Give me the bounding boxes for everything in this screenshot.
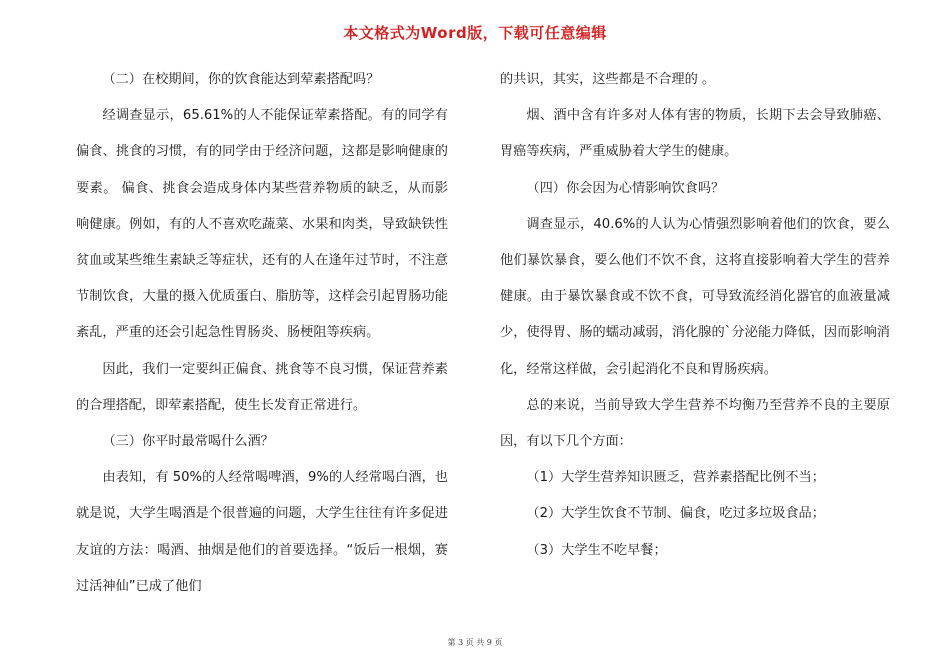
paragraph-question-3: （三）你平时最常喝什么酒？ [102,434,274,450]
right-column [500,62,890,569]
document-banner: 本文格式为Word版，下载可任意编辑 [343,24,607,42]
paragraph-conclusion-diet: 因此，我们一定要纠正偏食、挑食等不良习惯，保证营养素的合理搭配，即荤素搭配，使生长发育正常进行。 [76,361,448,413]
list-item-1: （1）大学生营养知识匮乏，营养素搭配比例不当； [526,470,825,486]
paragraph-drinking: 由表知，有 50%的人经常喝啤酒，9%的人经常喝白酒，也就是说，大学生喝酒是个很普遍的问题，大学生往往有许多促进友谊的方法：喝酒、抽烟是他们的首要选择。“饭后一根烟，赛过活神仙”已成了他们 [76,470,448,594]
list-item-3: （3）大学生不吃早餐； [526,542,667,558]
paragraph-tobacco-alcohol: 烟、酒中含有许多对人体有害的物质，长期下去会导致肺癌、胃癌等疾病，严重威胁着大学生的健康。 [500,108,890,160]
paragraph-question-2: （二）在校期间，你的饮食能达到荤素搭配吗？ [102,72,380,87]
paragraph-continuation: 的共识，其实，这些都是不合理的 。 [500,72,716,87]
paragraph-mood-diet: 调查显示，40.6%的人认为心情强烈影响着他们的饮食，要么他们暴饮暴食，要么他们不饮不食，这将直接影响着大学生的营养健康。由于暴饮暴食或不饮不食，可导致流经消化器官的血液量减少，使得胃、肠的蠕动减弱，消化腺的`分泌能力降低，因而影响消化，经常这样做，会引起消化不良和胃肠疾病。 [500,216,890,377]
list-item-2: （2）大学生饮食不节制、偏食，吃过多垃圾食品； [526,506,825,522]
left-column [76,62,448,605]
page-number: 第 3 页 共 9 页 [447,638,503,647]
paragraph-question-4: （四）你会因为心情影响饮食吗？ [526,180,725,196]
paragraph-survey-diet: 经调查显示，65.61%的人不能保证荤素搭配。有的同学有偏食、挑食的习惯，有的同学由于经济问题，这都是影响健康的要素。 偏食、挑食会造成身体内某些营养物质的缺乏，从而影响健康。例如，有的人不喜欢吃蔬菜、水果和肉类，导致缺铁性贫血或某些维生素缺乏等症状，还有的人在逢年过节时，不注意节制饮食，大量的摄入优质蛋白、脂肪等，这样会引起胃肠功能紊乱，严重的还会引起急性胃肠炎、肠梗阻等疾病。 [76,108,448,341]
paragraph-summary: 总的来说，当前导致大学生营养不均衡乃至营养不良的主要原因，有以下几个方面： [500,397,890,450]
